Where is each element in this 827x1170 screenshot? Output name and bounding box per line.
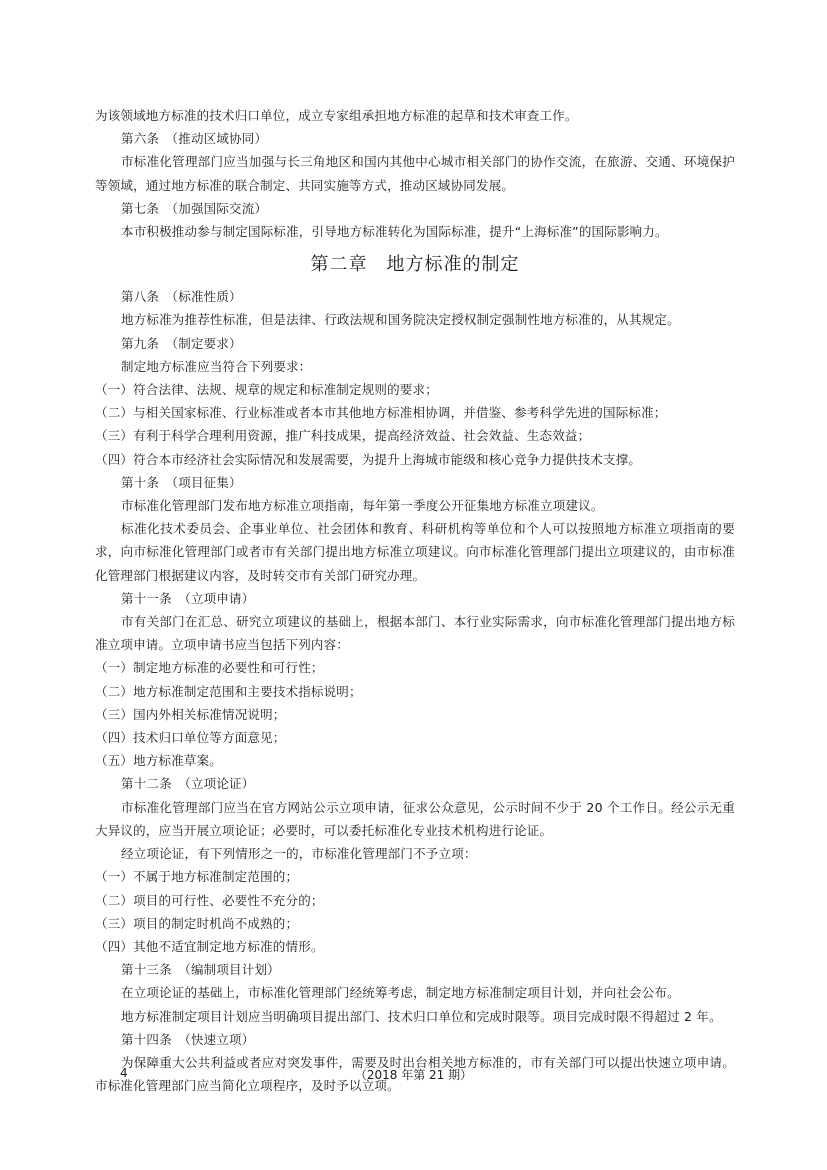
paragraph: 市标准化管理部门发布地方标准立项指南，每年第一季度公开征集地方标准立项建议。 (121, 498, 604, 514)
list-item: （二）地方标准制定范围和主要技术指标说明； (95, 683, 362, 699)
text-line: 为该领域地方标准的技术归口单位，成立专家组承担地方标准的起草和技术审查工作。 (95, 108, 578, 123)
paragraph: 地方标准制定项目计划应当明确项目提出部门、技术归口单位和完成时限等。项目完成时限不得超过 2 年。 (121, 1008, 722, 1024)
list-item: （三）项目的制定时机尚不成熟的； (95, 915, 299, 931)
paragraph: 本市积极推动参与制定国际标准，引导地方标准转化为国际标准，提升“上海标准”的国际影响力。 (121, 224, 668, 240)
article-heading: 第十条 （项目征集） (121, 474, 242, 490)
document-body (95, 104, 735, 1097)
list-item: （一）不属于地方标准制定范围的； (95, 869, 299, 885)
article-heading: 第七条 （加强国际交流） (121, 200, 268, 216)
article-heading: 第十二条 （立项论证） (121, 776, 255, 792)
issue-label: （2018 年第 21 期） (354, 1068, 473, 1082)
paragraph: 标准化技术委员会、企事业单位、社会团体和教育、科研机构等单位和个人可以按照地方标准立项指南的要求，向市标准化管理部门或者市有关部门提出地方标准立项建议。向市标准化管理部门提出立项建议的，由市标准化管理部门根据建议内容，及时转交市有关部门研究办理。 (95, 521, 735, 583)
chapter-title: 第二章 地方标准的制定 (310, 254, 520, 276)
list-item: （一）符合法律、法规、规章的规定和标准制定规则的要求； (95, 382, 438, 398)
paragraph: 市有关部门在汇总、研究立项建议的基础上，根据本部门、本行业实际需求，向市标准化管理部门提出地方标准立项申请。立项申请书应当包括下列内容： (95, 614, 735, 653)
paragraph: 经立项论证，有下列情形之一的，市标准化管理部门不予立项： (121, 846, 477, 862)
paragraph: 市标准化管理部门应当加强与长三角地区和国内其他中心城市相关部门的协作交流，在旅游、交通、环境保护等领域，通过地方标准的联合制定、共同实施等方式，推动区域协同发展。 (95, 154, 735, 193)
article-heading: 第六条 （推动区域协同） (121, 131, 268, 147)
list-item: （三）有利于科学合理利用资源，推广科技成果，提高经济效益、社会效益、生态效益； (95, 428, 591, 444)
paragraph: 在立项论证的基础上，市标准化管理部门经统筹考虑，制定地方标准制定项目计划，并向社会公布。 (121, 985, 680, 1001)
article-heading: 第十四条 （快速立项） (121, 1031, 255, 1047)
article-heading: 第十一条 （立项申请） (121, 590, 255, 606)
list-item: （四）符合本市经济社会实际情况和发展需要，为提升上海城市能级和核心竞争力提供技术支撑。 (95, 451, 642, 467)
list-item: （五）地方标准草案。 (95, 753, 223, 769)
paragraph: 地方标准为推荐性标准，但是法律、行政法规和国务院决定授权制定强制性地方标准的，从其规定。 (121, 312, 680, 328)
article-heading: 第十三条 （编制项目计划） (121, 962, 280, 978)
list-item: （二）与相关国家标准、行业标准或者本市其他地方标准相协调，并借鉴、参考科学先进的国际标准； (95, 405, 667, 421)
list-item: （四）技术归口单位等方面意见； (95, 730, 286, 746)
article-heading: 第九条 （制定要求） (121, 335, 242, 351)
list-item: （三）国内外相关标准情况说明； (95, 706, 286, 722)
article-heading: 第八条 （标准性质） (121, 289, 242, 305)
list-item: （二）项目的可行性、必要性不充分的； (95, 892, 324, 908)
paragraph: 制定地方标准应当符合下列要求： (121, 358, 312, 374)
paragraph: 为保障重大公共利益或者应对突发事件，需要及时出台相关地方标准的，市有关部门可以提出快速立项申请。市标准化管理部门应当简化立项程序，及时予以立项。 (95, 1054, 735, 1094)
page-number: 4 (120, 1066, 128, 1080)
list-item: （四）其他不适宜制定地方标准的情形。 (95, 938, 324, 954)
paragraph: 市标准化管理部门应当在官方网站公示立项申请，征求公众意见，公示时间不少于 20 个工作日。经公示无重大异议的，应当开展立项论证；必要时，可以委托标准化专业技术机构进行论证。 (95, 799, 735, 838)
list-item: （一）制定地方标准的必要性和可行性； (95, 660, 324, 676)
